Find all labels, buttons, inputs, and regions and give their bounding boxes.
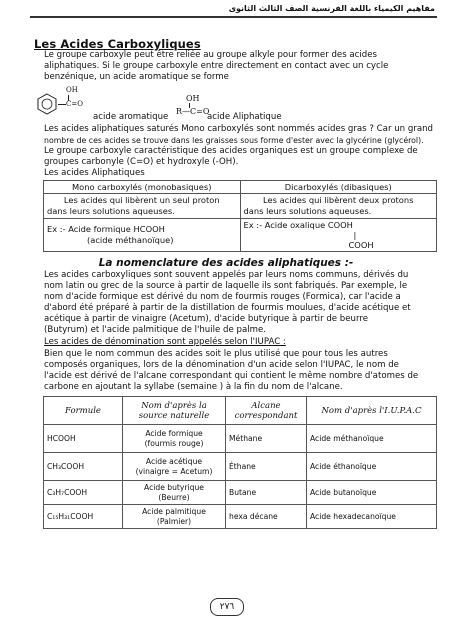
aromatic-bond bbox=[58, 104, 66, 105]
para-line: nombre de ces acides se trouve dans les graisses sous forme d'ester avec la glycérine (glycérol). bbox=[44, 136, 424, 145]
para-line: Les acides aliphatiques saturés Mono carboxylés sont nommés acides gras ? Car un grand bbox=[44, 124, 433, 134]
source-origin: (Beurre) bbox=[158, 492, 190, 502]
cell-text: (acide méthanoïque) bbox=[87, 235, 174, 245]
source-origin: (fourmis rouge) bbox=[144, 438, 204, 448]
table-header: Dicarboxylés (dibasiques) bbox=[240, 181, 437, 194]
intro-line: benzénique, un acide aromatique se forme bbox=[44, 72, 229, 82]
cell-text: | bbox=[353, 230, 357, 240]
table-header-row bbox=[44, 397, 437, 425]
page-title: Les Acides Carboxyliques bbox=[34, 37, 201, 51]
source-cell bbox=[123, 505, 226, 529]
para-line: acétique à partir de vinaigre (Acetum), d'acide butyrique à partir de beurre bbox=[44, 314, 369, 324]
table-header: Mono carboxylés (monobasiques) bbox=[44, 181, 241, 194]
aromatic-co: C=O bbox=[66, 100, 83, 108]
source-name: Acide butyrique bbox=[144, 482, 204, 492]
para-line: nom d'acide formique est dérivé du nom de fourmis rouges (Formica), car l'acide a bbox=[44, 292, 401, 302]
para-line: d'abord été préparé à partir de la distillation de fourmis moulues, d'acide acétique et bbox=[44, 303, 411, 313]
table-cell bbox=[240, 194, 437, 219]
section-title: La nomenclature des acides aliphatiques :- bbox=[98, 257, 354, 269]
iupac-cell: Acide méthanoïque bbox=[307, 425, 437, 453]
table-row bbox=[44, 505, 437, 529]
formula-cell: HCOOH bbox=[44, 425, 123, 453]
cell-text: dans leurs solutions aqueuses. bbox=[47, 206, 175, 216]
intro-line: aliphatiques. Si le groupe carboxyle entre directement en contact avec un cycle bbox=[44, 61, 389, 71]
benzene-ring-icon bbox=[36, 93, 58, 115]
iupac-cell: Acide éthanoïque bbox=[307, 453, 437, 481]
nomenclature-table bbox=[43, 396, 437, 529]
cell-text: Ex :- Acide oxalique COOH bbox=[243, 220, 353, 230]
table-header-row bbox=[44, 181, 437, 194]
table-cell bbox=[44, 219, 241, 252]
para-line: Les acides Aliphatiques bbox=[44, 168, 145, 178]
para-line: groupes carbonyle (C=O) et hydroxyle (-OH). bbox=[44, 157, 239, 167]
cell-text: Les acides qui libèrent un seul proton bbox=[63, 195, 220, 205]
table-cell bbox=[240, 219, 437, 252]
table-header: Nom d'après l'I.U.P.A.C bbox=[307, 397, 437, 425]
formula-cell: C₃H₇COOH bbox=[44, 481, 123, 505]
header-title: مفاهيم الكيمياء باللغة الفرنسية الصف الثالث الثانوى bbox=[228, 4, 435, 13]
header-divider bbox=[30, 16, 437, 18]
cell-text: COOH bbox=[348, 240, 374, 250]
para-line: nom latin ou grec de la source à partir de laquelle ils sont fabriqués. Par exemple, le bbox=[44, 281, 408, 291]
alkane-cell: Butane bbox=[226, 481, 307, 505]
cell-text: Ex :- Acide formique HCOOH bbox=[47, 224, 165, 234]
source-name: Acide acétique bbox=[145, 456, 203, 466]
para-line: Le groupe carboxyle caractéristique des acides organiques est un groupe complexe de bbox=[44, 146, 418, 156]
alkane-cell: Éthane bbox=[226, 453, 307, 481]
para-line: composés organiques, lors de la dénomination d'un acide selon l'IUPAC, le nom de bbox=[44, 360, 399, 370]
iupac-cell: Acide hexadecanoïque bbox=[307, 505, 437, 529]
table-header: Formule bbox=[44, 397, 123, 425]
source-name: Acide formique bbox=[145, 428, 203, 438]
source-cell bbox=[123, 453, 226, 481]
aliphatic-formula: R—C=O bbox=[176, 107, 210, 116]
para-line: Bien que le nom commun des acides soit le plus utilisé que pour tous les autres bbox=[44, 349, 388, 359]
aromatic-label: acide aromatique bbox=[93, 112, 169, 122]
iupac-cell: Acide butanoïque bbox=[307, 481, 437, 505]
aliphatic-label: acide Aliphatique bbox=[207, 112, 282, 122]
para-line: (Butyrum) et l'acide palmitique de l'huile de palme. bbox=[44, 325, 267, 335]
source-cell bbox=[123, 481, 226, 505]
para-line: Les acides carboxyliques sont souvent appelés par leurs noms communs, dérivés du bbox=[44, 270, 409, 280]
table-header: Alcane correspondant bbox=[226, 397, 307, 425]
table-row bbox=[44, 425, 437, 453]
formula-cell: CH₃COOH bbox=[44, 453, 123, 481]
aliphatic-oh: OH bbox=[186, 94, 200, 103]
alkane-cell: hexa décane bbox=[226, 505, 307, 529]
table-row bbox=[44, 481, 437, 505]
source-origin: (vinaigre = Acetum) bbox=[135, 466, 213, 476]
alkane-cell: Méthane bbox=[226, 425, 307, 453]
page-number: ٢٧٦ bbox=[210, 598, 244, 616]
table-cell bbox=[44, 194, 241, 219]
para-line: l'acide est dérivé de l'alcane correspondant qui contient le même nombre d'atomes de bbox=[44, 371, 419, 381]
table-row bbox=[44, 219, 437, 252]
aromatic-oh: OH bbox=[66, 86, 78, 94]
table-header: Nom d'après la source naturelle bbox=[123, 397, 226, 425]
cell-text: dans leurs solutions aqueuses. bbox=[243, 206, 372, 216]
acid-type-table bbox=[43, 180, 437, 252]
table-row bbox=[44, 194, 437, 219]
para-line: carbone en ajoutant la syllabe (semaine ) à la fin du nom de l'alcane. bbox=[44, 382, 343, 392]
source-name: Acide palmitique bbox=[142, 506, 206, 516]
intro-line: Le groupe carboxyle peut être reliée au groupe alkyle pour former des acides bbox=[44, 50, 378, 60]
cell-text: Les acides qui libèrent deux protons bbox=[263, 195, 414, 205]
source-cell bbox=[123, 425, 226, 453]
iupac-heading: Les acides de dénomination sont appelés selon l'IUPAC : bbox=[44, 337, 286, 347]
table-row bbox=[44, 453, 437, 481]
formula-cell: C₁₅H₃₁COOH bbox=[44, 505, 123, 529]
source-origin: (Palmier) bbox=[156, 516, 192, 526]
